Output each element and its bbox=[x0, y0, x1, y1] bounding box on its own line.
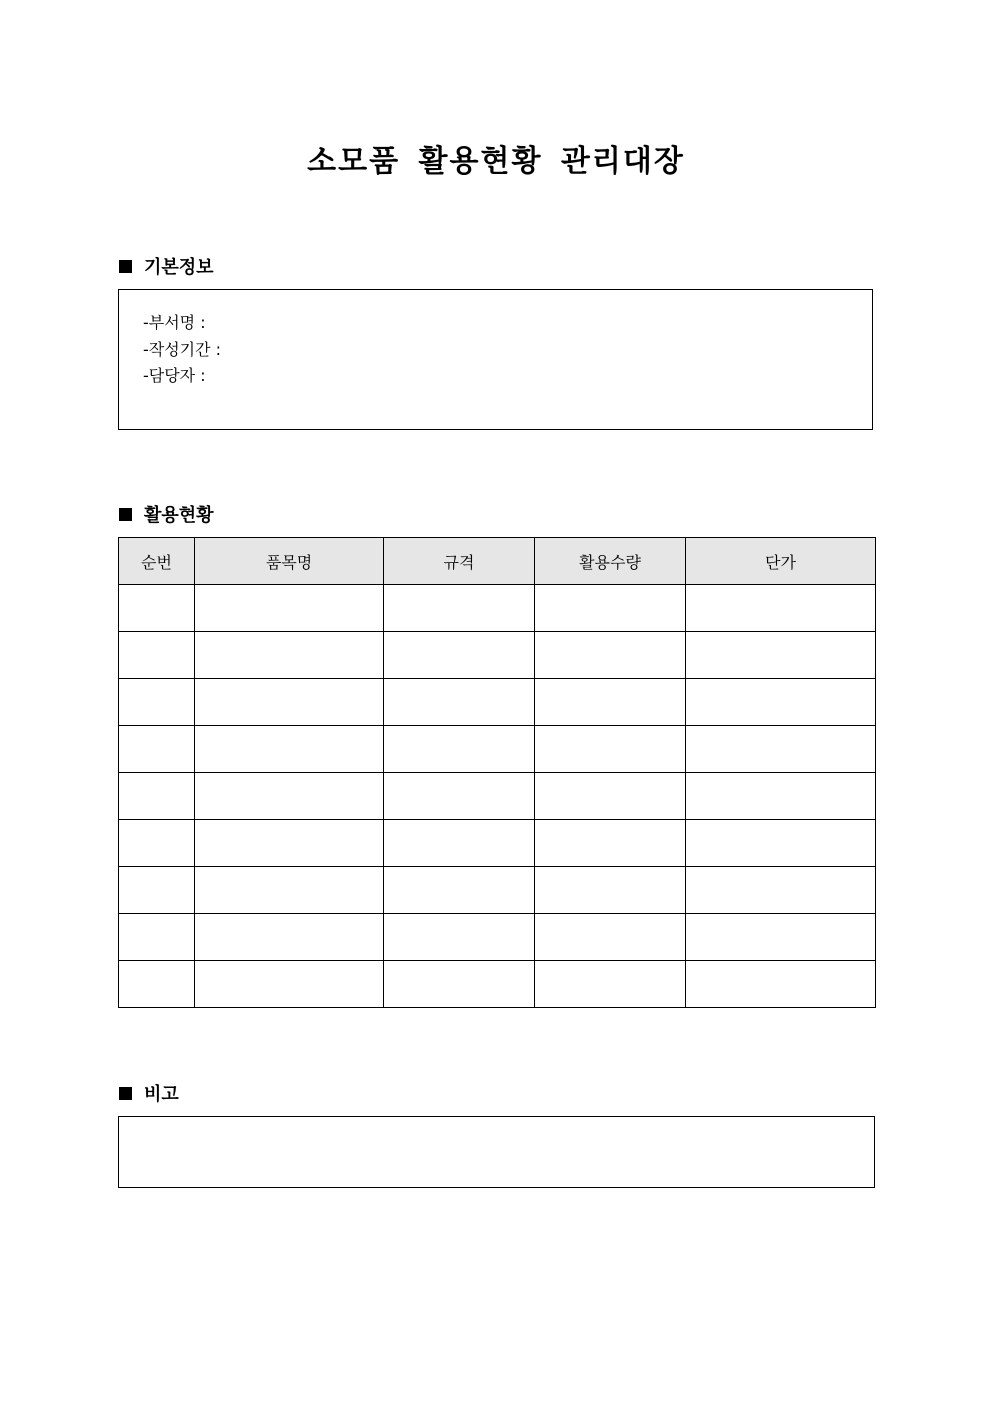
item-name-cell[interactable] bbox=[195, 773, 384, 820]
table-row bbox=[119, 679, 876, 726]
table-row bbox=[119, 867, 876, 914]
manager-line bbox=[143, 363, 221, 390]
unit-price-cell[interactable] bbox=[686, 632, 876, 679]
unit-price-cell[interactable] bbox=[686, 867, 876, 914]
unit-price-cell[interactable] bbox=[686, 679, 876, 726]
item-name-cell[interactable] bbox=[195, 914, 384, 961]
period-label: -작성기간 : bbox=[143, 339, 222, 359]
number-cell[interactable] bbox=[119, 726, 195, 773]
item-name-cell[interactable] bbox=[195, 961, 384, 1008]
usage-table bbox=[118, 537, 876, 1008]
unit-price-cell[interactable] bbox=[686, 773, 876, 820]
remarks-heading-label: 비고 bbox=[144, 1084, 179, 1105]
remarks-box[interactable] bbox=[118, 1116, 875, 1188]
unit-price-cell[interactable] bbox=[686, 820, 876, 867]
table-row bbox=[119, 726, 876, 773]
item-name-cell[interactable] bbox=[195, 679, 384, 726]
quantity-cell[interactable] bbox=[535, 820, 686, 867]
spec-cell[interactable] bbox=[384, 820, 535, 867]
basic-info-lines bbox=[143, 310, 221, 390]
period-line bbox=[143, 337, 221, 364]
number-cell[interactable] bbox=[119, 679, 195, 726]
square-bullet-icon bbox=[119, 1087, 132, 1100]
quantity-cell[interactable] bbox=[535, 961, 686, 1008]
spec-cell[interactable] bbox=[384, 632, 535, 679]
square-bullet-icon bbox=[119, 260, 132, 273]
quantity-cell[interactable] bbox=[535, 679, 686, 726]
quantity-cell[interactable] bbox=[535, 914, 686, 961]
col-header-item-name: 품목명 bbox=[195, 538, 384, 585]
item-name-cell[interactable] bbox=[195, 632, 384, 679]
number-cell[interactable] bbox=[119, 867, 195, 914]
col-header-number: 순번 bbox=[119, 538, 195, 585]
unit-price-cell[interactable] bbox=[686, 585, 876, 632]
manager-label: -담당자 : bbox=[143, 366, 206, 385]
item-name-cell[interactable] bbox=[195, 867, 384, 914]
remarks-heading bbox=[119, 1080, 179, 1106]
table-row bbox=[119, 632, 876, 679]
basic-info-box bbox=[118, 289, 873, 430]
spec-cell[interactable] bbox=[384, 773, 535, 820]
quantity-cell[interactable] bbox=[535, 585, 686, 632]
number-cell[interactable] bbox=[119, 773, 195, 820]
spec-cell[interactable] bbox=[384, 961, 535, 1008]
quantity-cell[interactable] bbox=[535, 773, 686, 820]
department-label: -부서명 : bbox=[143, 313, 206, 332]
quantity-cell[interactable] bbox=[535, 867, 686, 914]
col-header-quantity: 활용수량 bbox=[535, 538, 686, 585]
unit-price-cell[interactable] bbox=[686, 961, 876, 1008]
usage-heading-label: 활용현황 bbox=[144, 505, 214, 526]
table-row bbox=[119, 914, 876, 961]
number-cell[interactable] bbox=[119, 632, 195, 679]
table-header-row bbox=[119, 538, 876, 585]
unit-price-cell[interactable] bbox=[686, 726, 876, 773]
square-bullet-icon bbox=[119, 508, 132, 521]
item-name-cell[interactable] bbox=[195, 820, 384, 867]
basic-info-heading-label: 기본정보 bbox=[144, 257, 214, 278]
spec-cell[interactable] bbox=[384, 585, 535, 632]
table-row bbox=[119, 961, 876, 1008]
basic-info-heading bbox=[119, 253, 214, 279]
unit-price-cell[interactable] bbox=[686, 914, 876, 961]
spec-cell[interactable] bbox=[384, 679, 535, 726]
number-cell[interactable] bbox=[119, 585, 195, 632]
department-line bbox=[143, 310, 221, 337]
spec-cell[interactable] bbox=[384, 867, 535, 914]
table-row bbox=[119, 773, 876, 820]
quantity-cell[interactable] bbox=[535, 632, 686, 679]
number-cell[interactable] bbox=[119, 914, 195, 961]
spec-cell[interactable] bbox=[384, 914, 535, 961]
col-header-spec: 규격 bbox=[384, 538, 535, 585]
table-row bbox=[119, 585, 876, 632]
col-header-unit-price: 단가 bbox=[686, 538, 876, 585]
number-cell[interactable] bbox=[119, 961, 195, 1008]
item-name-cell[interactable] bbox=[195, 726, 384, 773]
item-name-cell[interactable] bbox=[195, 585, 384, 632]
spec-cell[interactable] bbox=[384, 726, 535, 773]
number-cell[interactable] bbox=[119, 820, 195, 867]
page-title: 소모품 활용현황 관리대장 bbox=[307, 144, 685, 179]
usage-heading bbox=[119, 501, 214, 527]
quantity-cell[interactable] bbox=[535, 726, 686, 773]
usage-table-body bbox=[119, 585, 876, 1008]
table-row bbox=[119, 820, 876, 867]
